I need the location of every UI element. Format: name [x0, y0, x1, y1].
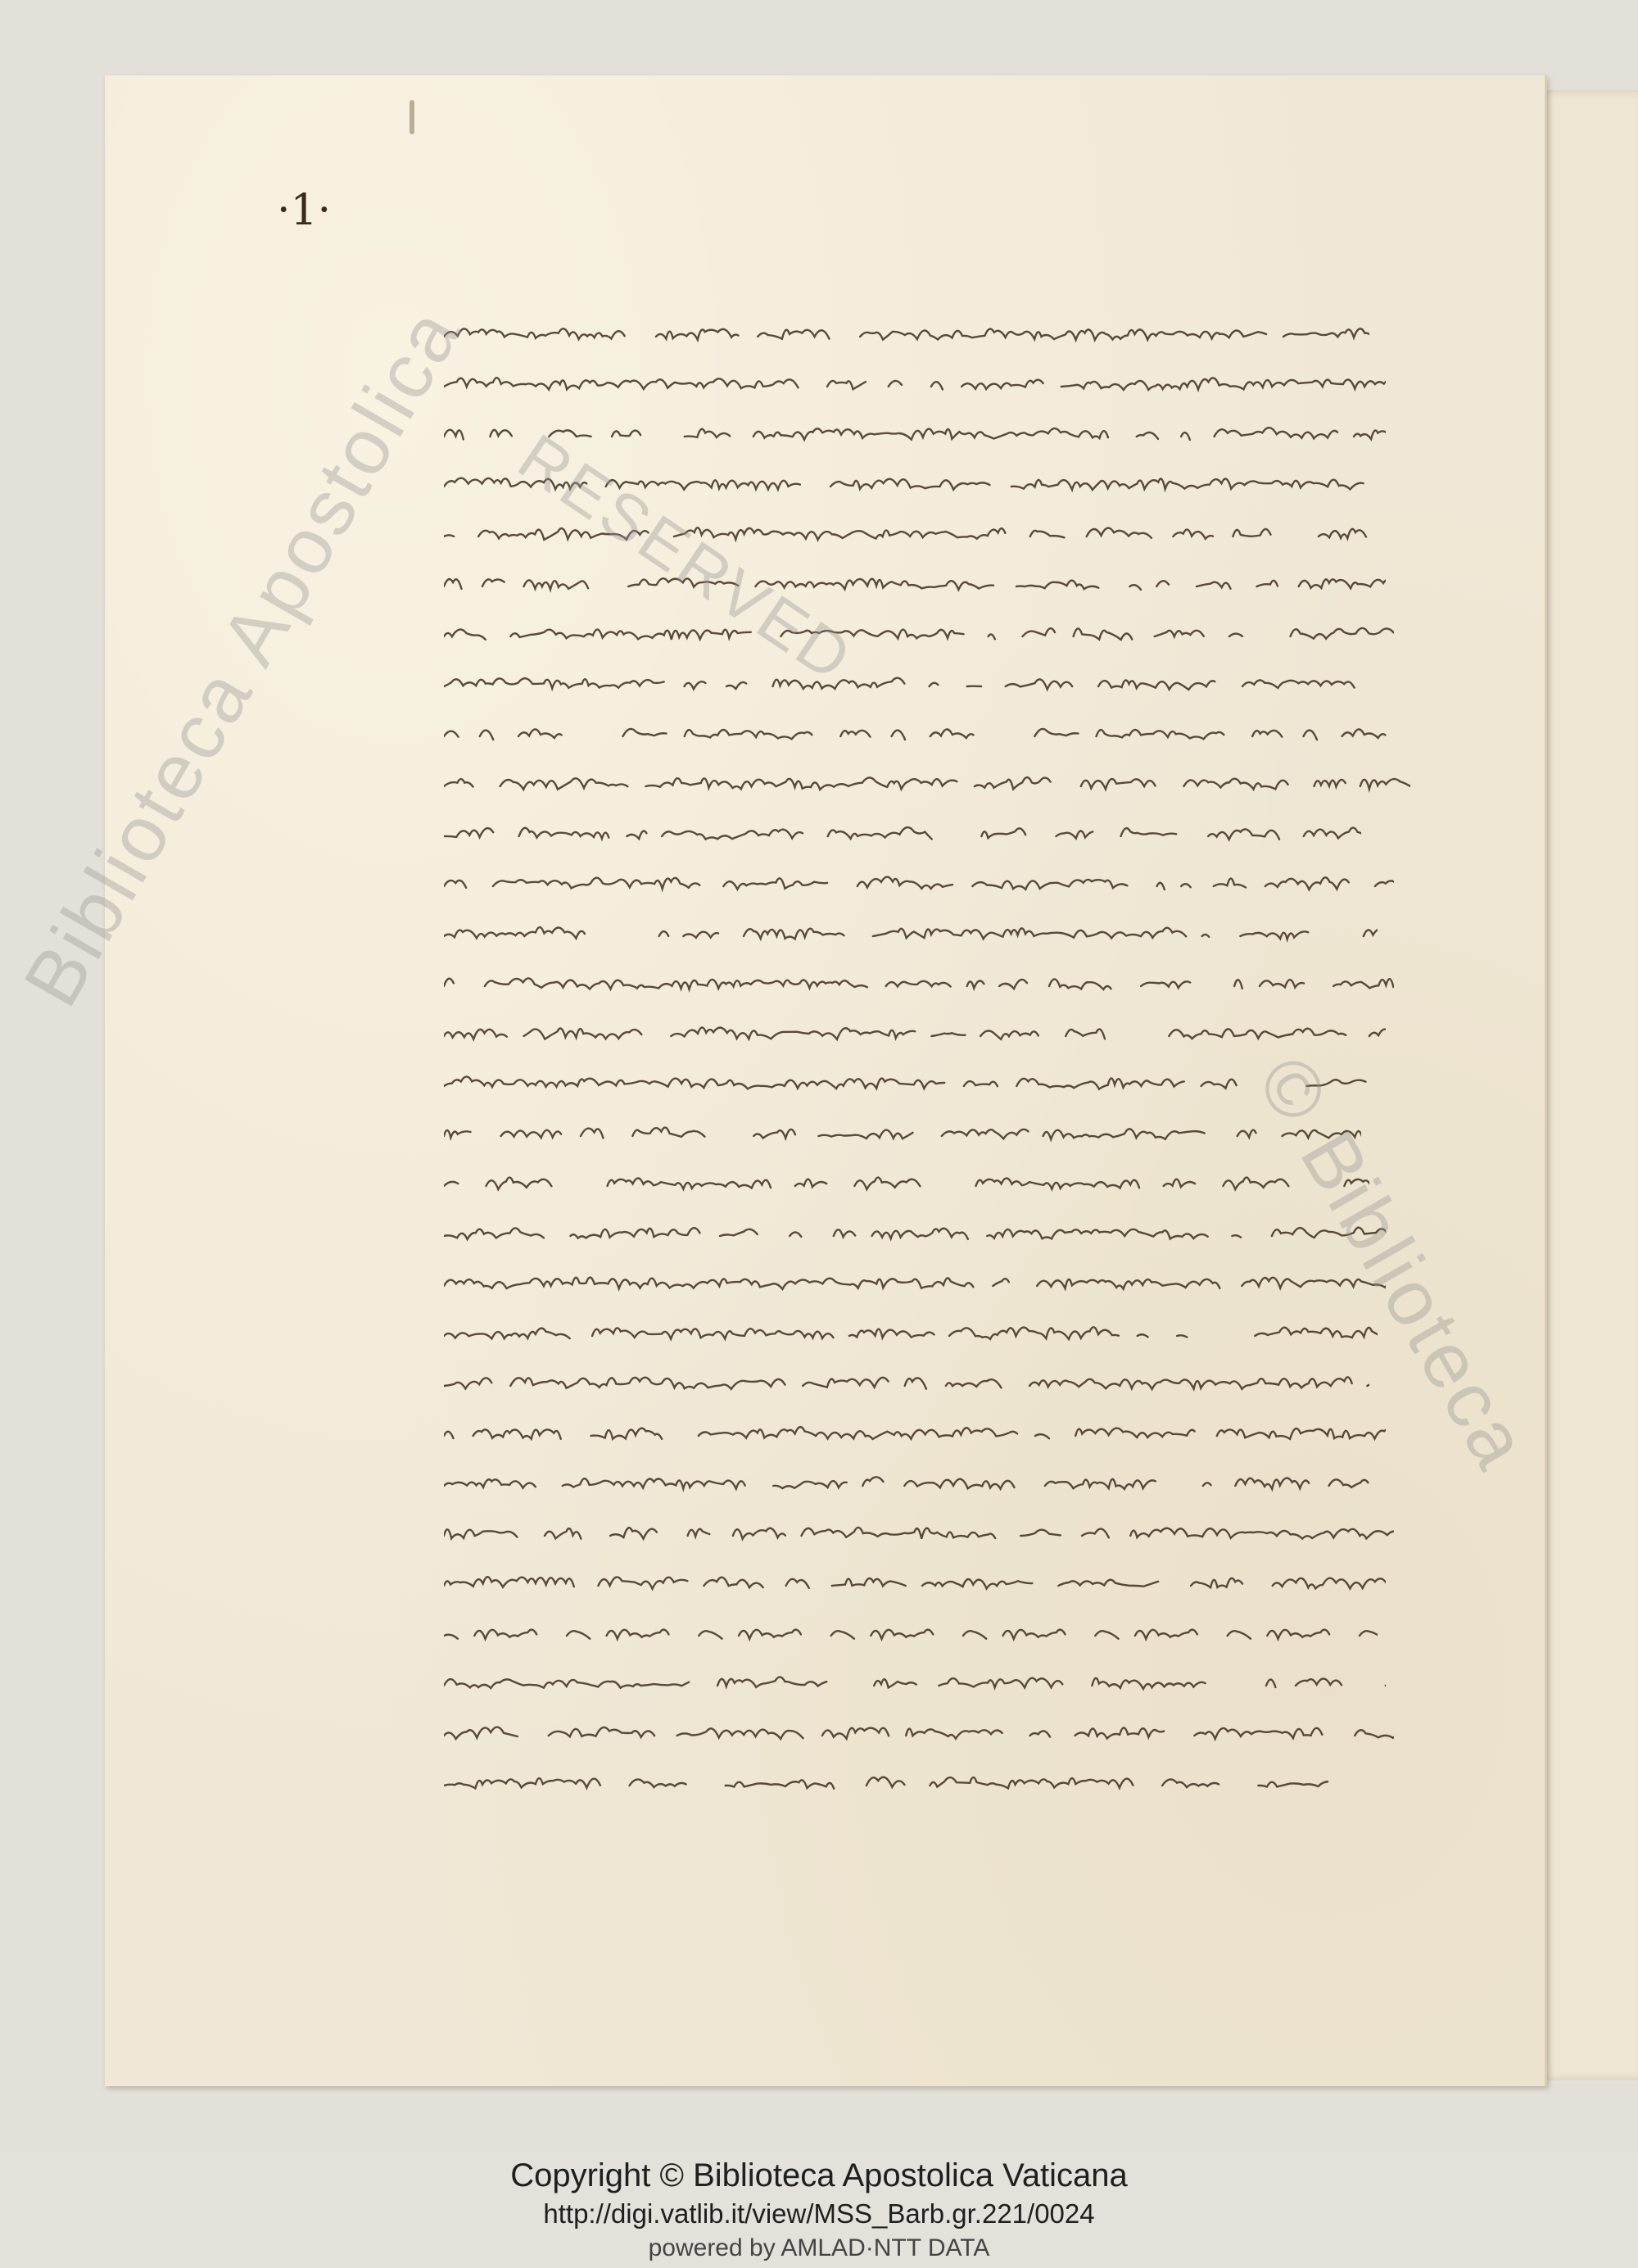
handwriting-scribble: [444, 1057, 1378, 1098]
footer: [0, 2153, 1638, 2268]
manuscript-line: [444, 1098, 1509, 1148]
manuscript-line: [444, 498, 1509, 548]
manuscript-line: [444, 998, 1509, 1048]
watermark-center: RESERVED: [505, 419, 867, 696]
handwriting-scribble: [444, 707, 1402, 748]
handwritten-text-block: [444, 298, 1509, 1797]
handwriting-scribble: [444, 1007, 1386, 1048]
manuscript-line: [444, 1447, 1509, 1497]
handwriting-scribble: [444, 1107, 1361, 1148]
handwriting-scribble: [444, 1556, 1386, 1597]
handwriting-scribble: [444, 807, 1361, 848]
manuscript-line: [444, 798, 1509, 848]
source-url[interactable]: http://digi.vatlib.it/view/MSS_Barb.gr.221/0024: [543, 2198, 1095, 2229]
handwriting-scribble: [444, 557, 1386, 598]
handwriting-scribble: [444, 1606, 1378, 1647]
manuscript-line: [444, 1647, 1509, 1697]
binding-hole: [410, 100, 414, 134]
copyright-text: Copyright © Biblioteca Apostolica Vaticana: [510, 2157, 1128, 2193]
manuscript-line: [444, 1547, 1509, 1597]
handwriting-scribble: [444, 1706, 1394, 1747]
manuscript-line: [444, 698, 1509, 748]
manuscript-line: [444, 748, 1509, 798]
handwriting-scribble: [444, 1506, 1394, 1547]
handwriting-scribble: [444, 1306, 1378, 1347]
watermark-left: Biblioteca Apostolica: [7, 292, 478, 1021]
manuscript-line: [444, 1497, 1509, 1547]
manuscript-page: [7, 75, 1547, 2086]
handwriting-scribble: [444, 957, 1394, 998]
handwriting-scribble: [444, 1656, 1386, 1697]
handwriting-scribble: [444, 657, 1386, 698]
manuscript-line: [444, 1347, 1509, 1397]
manuscript-line: [444, 1048, 1509, 1098]
manuscript-line: [444, 398, 1509, 448]
manuscript-line: [444, 548, 1509, 598]
manuscript-line: [444, 1697, 1509, 1747]
manuscript-line: [444, 448, 1509, 498]
manuscript-line: [444, 1597, 1509, 1647]
handwriting-scribble: [444, 357, 1386, 398]
handwriting-scribble: [444, 1756, 1328, 1797]
manuscript-line: [444, 1747, 1509, 1797]
handwriting-scribble: [444, 607, 1394, 648]
handwriting-scribble: [444, 1256, 1386, 1297]
handwriting-scribble: [444, 857, 1394, 898]
manuscript-line: [444, 1247, 1509, 1297]
manuscript-line: [444, 298, 1509, 348]
handwriting-scribble: [444, 457, 1386, 498]
manuscript-line: [444, 948, 1509, 998]
manuscript-line: [444, 348, 1509, 398]
handwriting-scribble: [444, 1406, 1386, 1447]
manuscript-line: [444, 848, 1509, 898]
handwriting-scribble: [444, 307, 1369, 348]
handwriting-scribble: [444, 1356, 1369, 1397]
handwriting-scribble: [444, 757, 1410, 798]
next-leaf-edge: [1540, 90, 1638, 2080]
manuscript-line: [444, 648, 1509, 698]
handwriting-scribble: [444, 507, 1394, 548]
manuscript-line: [444, 898, 1509, 948]
handwriting-scribble: [444, 1157, 1369, 1197]
manuscript-line: [444, 1397, 1509, 1447]
folio-mark: ·1·: [277, 186, 332, 235]
manuscript-line: [444, 1197, 1509, 1247]
manuscript-line: [444, 1148, 1509, 1197]
manuscript-line: [444, 1297, 1509, 1347]
handwriting-scribble: [444, 407, 1386, 448]
manuscript-line: [444, 598, 1509, 648]
handwriting-scribble: [444, 1456, 1394, 1497]
powered-by-text: powered by AMLAD·NTT DATA: [648, 2234, 990, 2261]
handwriting-scribble: [444, 1206, 1386, 1247]
handwriting-scribble: [444, 907, 1378, 948]
watermark-right: © Biblioteca: [1240, 1042, 1546, 1485]
